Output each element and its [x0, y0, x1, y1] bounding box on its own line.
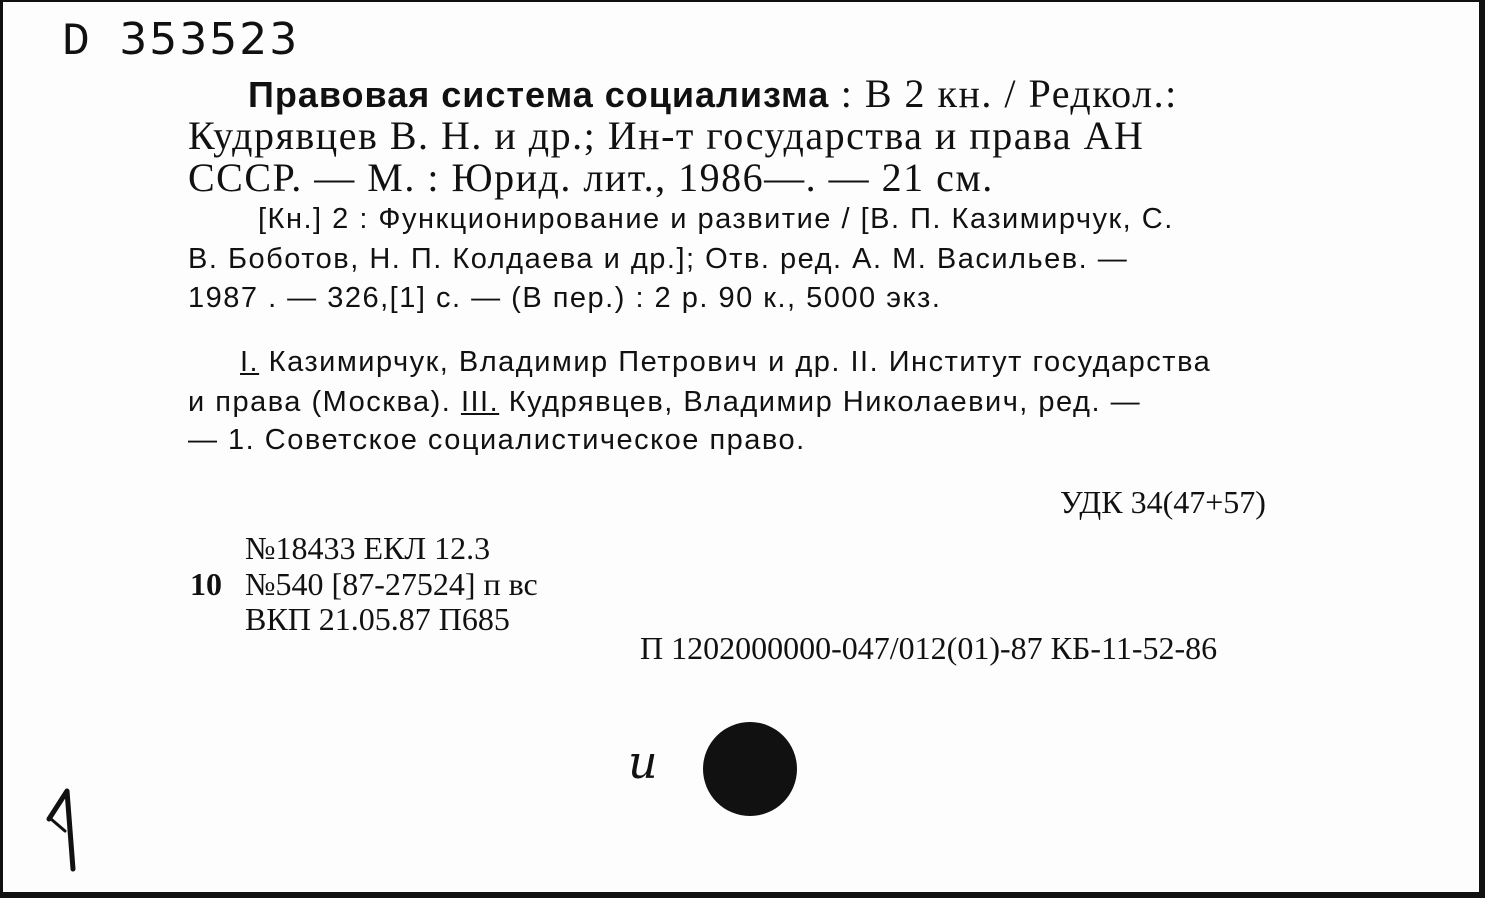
title-line-1-rest: : В 2 кн. / Редкол.: — [829, 71, 1178, 116]
tracing-line-2-start: и права (Москва). — [188, 386, 452, 418]
title-line-2: Кудрявцев В. Н. и др.; Ин-т государства и права АН — [188, 113, 1145, 158]
volume-line-1: [Кн.] 2 : Функционирование и развитие / [В. П. Казимирчук, С. — [258, 203, 1174, 235]
call-number-digits: 353523 — [119, 14, 300, 65]
tracing-line-3: — 1. Советское социалистическое право. — [188, 424, 806, 456]
title-bold: Правовая система социализма — [248, 74, 830, 115]
volume-line-3: 1987 . — 326,[1] с. — (В пер.) : 2 р. 90 к., 5000 экз. — [188, 282, 942, 314]
tracing-mark-3: III. — [460, 386, 500, 418]
tracing-line-1 — [240, 346, 1211, 379]
card-border-left — [0, 0, 3, 898]
volume-line-2: В. Боботов, Н. П. Колдаева и др.]; Отв. ред. А. М. Васильев. — — [188, 243, 1129, 275]
stock-line-2: №540 [87-27524] п вс — [245, 566, 538, 602]
handwritten-margin-number — [45, 785, 85, 880]
call-number-prefix: D — [62, 16, 91, 68]
tracing-line-1-rest: Казимирчук, Владимир Петрович и др. II. Институт государства — [259, 346, 1212, 378]
stock-prefix: 10 — [190, 566, 222, 602]
stock-line-1: №18433 ЕКЛ 12.3 — [245, 530, 491, 566]
black-dot-mark — [703, 722, 797, 816]
tracing-line-2 — [188, 386, 1141, 419]
index-line: П 1202000000-047/012(01)-87 КБ-11-52-86 — [640, 630, 1218, 666]
card-border-top — [0, 0, 1485, 2]
card-border-bottom — [0, 892, 1485, 898]
tracing-mark-1: I. — [240, 346, 260, 378]
tracing-line-2-rest: Кудрявцев, Владимир Николаевич, ред. — — [499, 386, 1142, 418]
handwritten-initials: и — [628, 735, 658, 789]
stock-line-3: ВКП 21.05.87 П685 — [245, 601, 510, 637]
title-line-1 — [248, 70, 1178, 117]
card-border-right — [1479, 0, 1485, 898]
title-line-3: СССР. — М. : Юрид. лит., 1986—. — 21 см. — [188, 155, 994, 200]
call-number — [62, 14, 299, 68]
udk-code: УДК 34(47+57) — [1060, 484, 1266, 520]
